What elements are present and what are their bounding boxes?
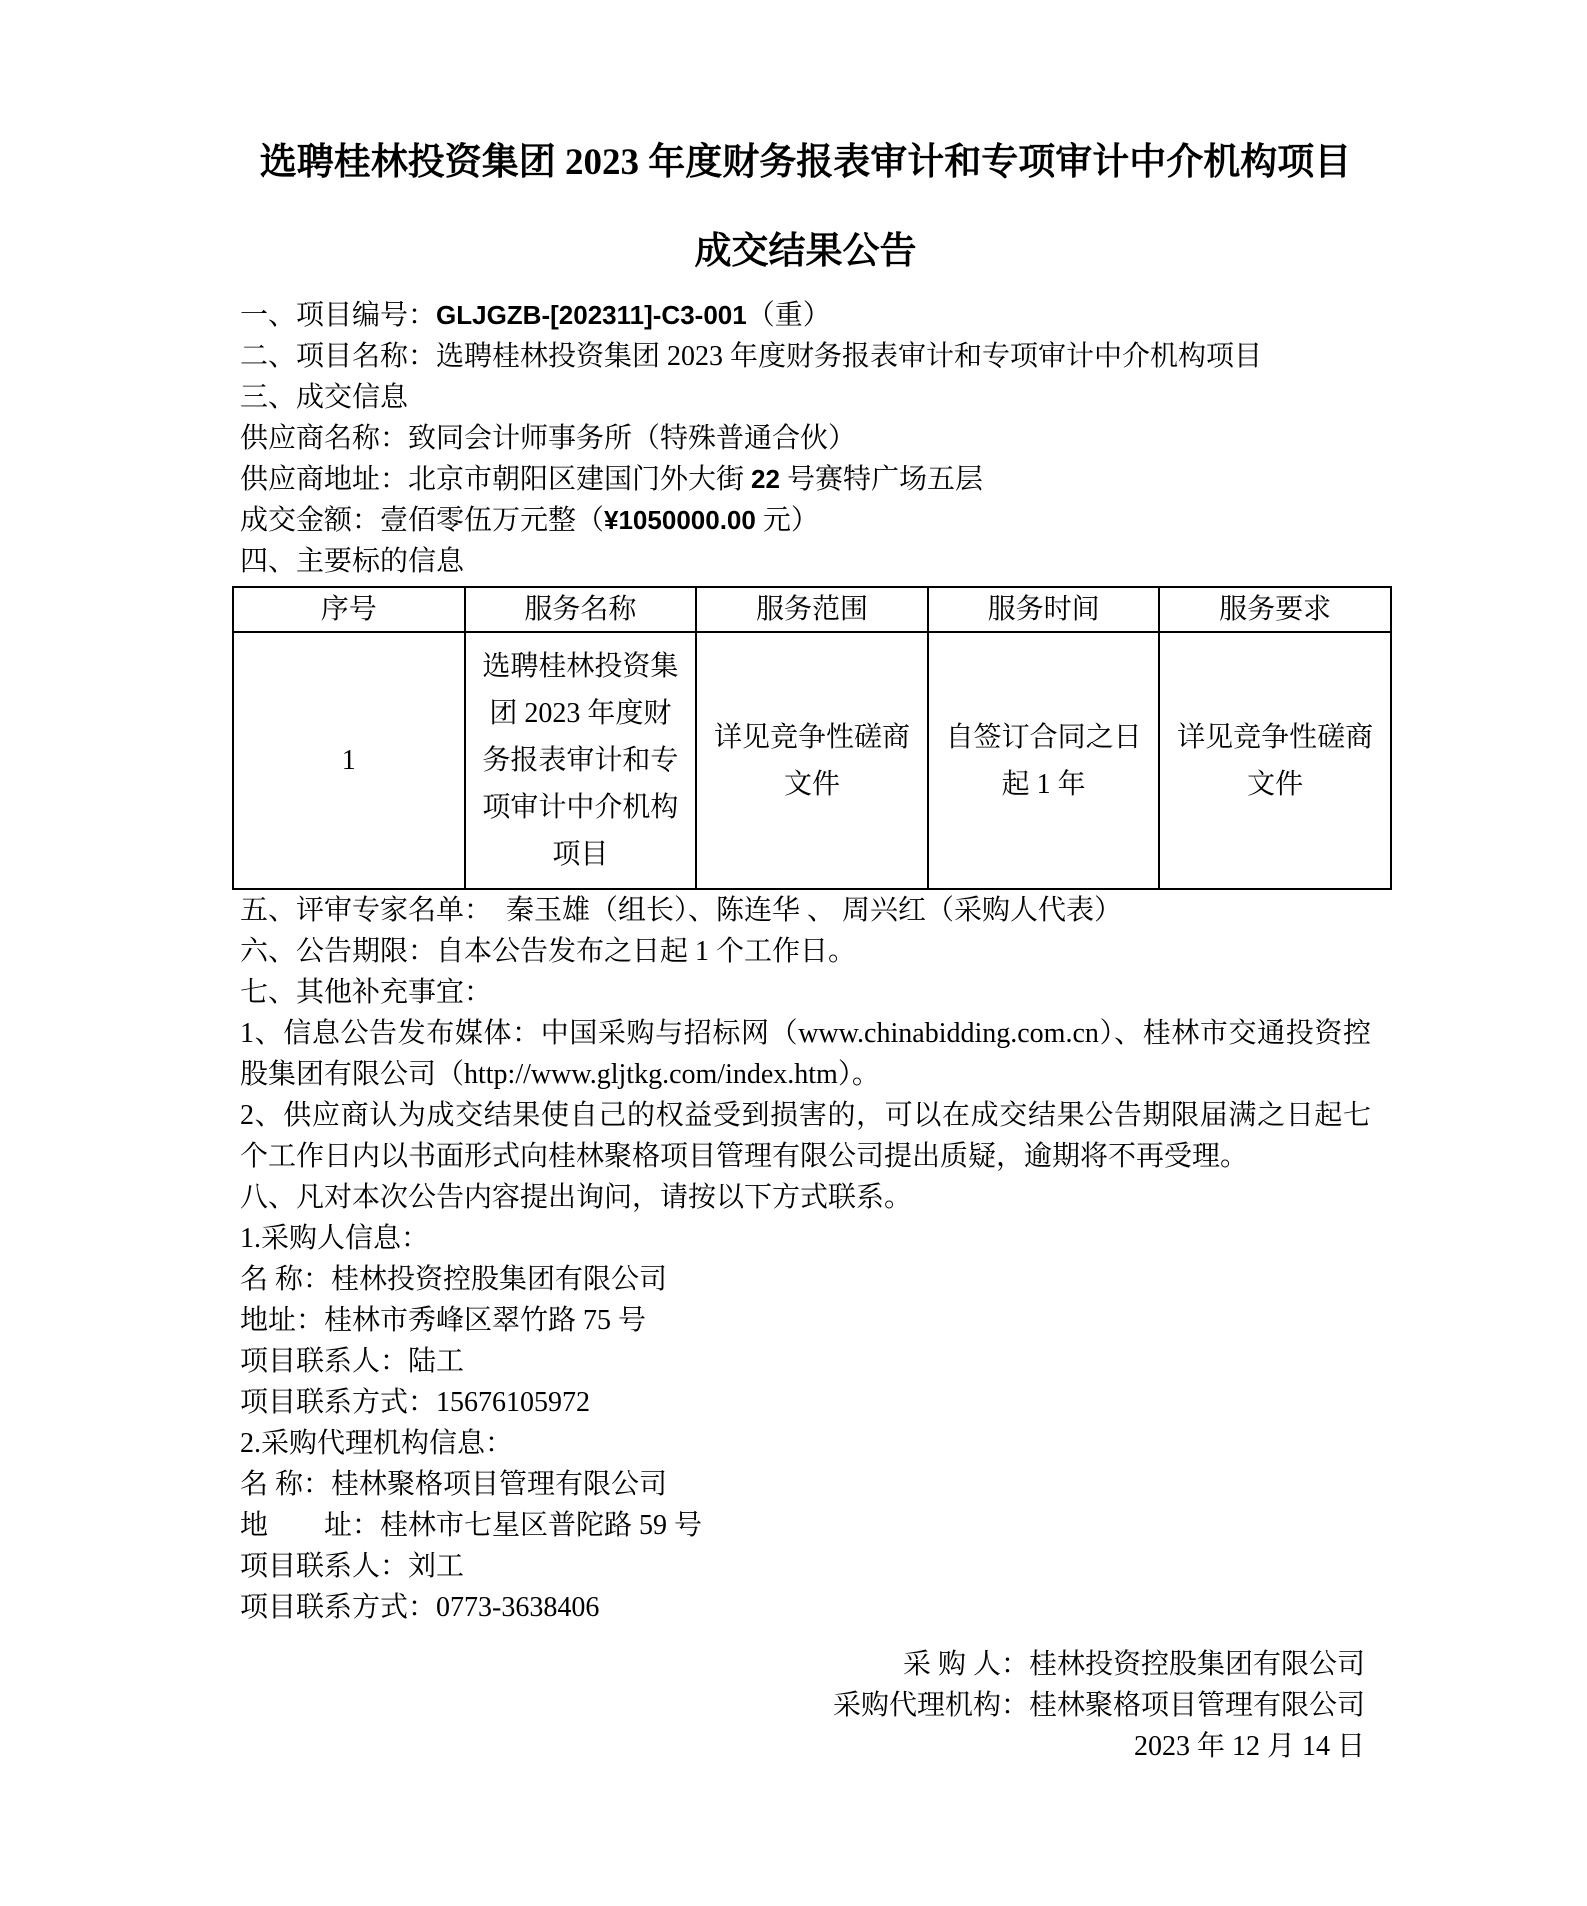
inquiry-line: 八、凡对本次公告内容提出询问，请按以下方式联系。 xyxy=(240,1182,913,1213)
cell-service-scope: 详见竞争性磋商文件 xyxy=(696,632,928,889)
table-header-row xyxy=(233,587,1391,632)
agency-address: 地 址：桂林市七星区普陀路 59 号 xyxy=(240,1510,703,1541)
deal-amount-suffix: 元） xyxy=(755,505,819,536)
project-number-suffix: （重） xyxy=(746,300,831,331)
supplier-name-line: 供应商名称：致同会计师事务所（特殊普通合伙） xyxy=(240,423,857,454)
cell-service-time: 自签订合同之日起 1 年 xyxy=(928,632,1160,889)
project-number-value: GLJGZB-[202311]-C3-001 xyxy=(436,300,747,330)
signature-agency: 采购代理机构：桂林聚格项目管理有限公司 xyxy=(832,1690,1365,1721)
cell-service-name: 选聘桂林投资集团 2023 年度财务报表审计和专项审计中介机构项目 xyxy=(465,632,697,889)
signature-date: 2023 年 12 月 14 日 xyxy=(1133,1731,1365,1762)
media-paragraph: 1、信息公告发布媒体：中国采购与招标网（www.chinabidding.com.cn）、桂林市交通投资控股集团有限公司（http://www.gljtkg.com/index.htm）。 xyxy=(240,1018,1371,1090)
table-row xyxy=(233,632,1391,889)
deal-amount-prefix: 成交金额：壹佰零伍万元整（ xyxy=(240,505,605,536)
other-matters-heading: 七、其他补充事宜： xyxy=(240,977,493,1008)
project-number-label: 一、项目编号： xyxy=(240,300,437,331)
subject-heading: 四、主要标的信息 xyxy=(240,546,465,577)
objection-paragraph: 2、供应商认为成交结果使自己的权益受到损害的，可以在成交结果公告期限届满之日起七个工作日内以书面形式向桂林聚格项目管理有限公司提出质疑，逾期将不再受理。 xyxy=(240,1100,1371,1172)
cell-seq: 1 xyxy=(233,632,465,889)
agency-name: 名 称：桂林聚格项目管理有限公司 xyxy=(240,1469,668,1500)
agency-contact: 项目联系人：刘工 xyxy=(240,1551,465,1582)
purchaser-contact: 项目联系人：陆工 xyxy=(240,1346,465,1377)
supplier-address-number: 22 xyxy=(751,464,780,494)
purchaser-address: 地址：桂林市秀峰区翠竹路 75 号 xyxy=(240,1305,647,1336)
header-service-requirement: 服务要求 xyxy=(1159,587,1391,632)
project-name-line: 二、项目名称：选聘桂林投资集团 2023 年度财务报表审计和专项审计中介机构项目 xyxy=(240,341,1263,372)
notice-period-line: 六、公告期限：自本公告发布之日起 1 个工作日。 xyxy=(240,936,857,967)
purchaser-phone: 项目联系方式：15676105972 xyxy=(240,1387,591,1418)
header-service-scope: 服务范围 xyxy=(696,587,928,632)
supplier-address-suffix: 号赛特广场五层 xyxy=(779,464,983,495)
subject-info-table xyxy=(232,586,1392,890)
deal-amount-number: ¥1050000.00 xyxy=(604,505,756,535)
agency-phone: 项目联系方式：0773-3638406 xyxy=(240,1592,600,1623)
deal-info-heading: 三、成交信息 xyxy=(240,382,409,413)
header-service-time: 服务时间 xyxy=(928,587,1160,632)
signature-block xyxy=(240,1644,1371,1767)
purchaser-name: 名 称：桂林投资控股集团有限公司 xyxy=(240,1264,668,1295)
document-body xyxy=(240,295,1374,1767)
agency-heading: 2.采购代理机构信息： xyxy=(240,1428,514,1459)
supplier-address-line xyxy=(240,459,1371,500)
header-seq: 序号 xyxy=(233,587,465,632)
deal-amount-line xyxy=(240,500,1371,541)
signature-purchaser: 采 购 人：桂林投资控股集团有限公司 xyxy=(902,1649,1365,1680)
document-title-line2: 成交结果公告 xyxy=(694,231,917,272)
header-service-name: 服务名称 xyxy=(465,587,697,632)
document-title-line1: 选聘桂林投资集团 2023 年度财务报表审计和专项审计中介机构项目 xyxy=(259,142,1352,183)
purchaser-heading: 1.采购人信息： xyxy=(240,1223,430,1254)
supplier-address-prefix: 供应商地址：北京市朝阳区建国门外大街 xyxy=(240,464,752,495)
cell-service-requirement: 详见竞争性磋商文件 xyxy=(1159,632,1391,889)
experts-line: 五、评审专家名单： 秦玉雄（组长）、陈连华 、 周兴红（采购人代表） xyxy=(240,895,1123,926)
project-number-line xyxy=(240,295,1371,336)
